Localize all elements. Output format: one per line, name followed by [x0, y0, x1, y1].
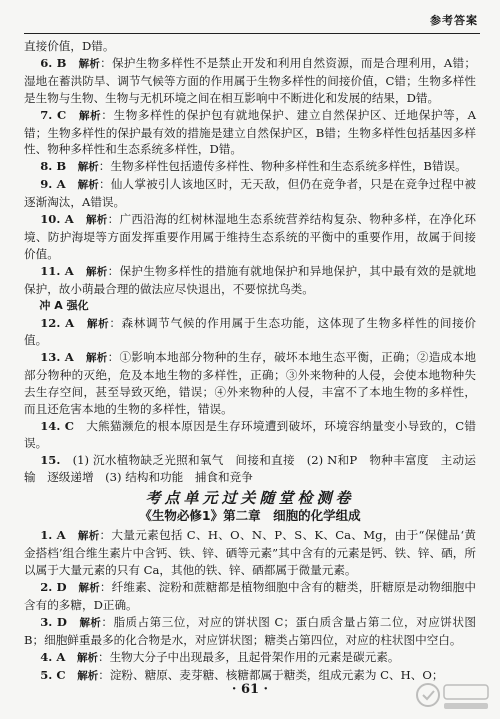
analysis-label: 解析	[76, 651, 98, 664]
answer-text: ：淀粉、糖原、麦芽糖、核糖都属于糖类，组成元素为 C、H、O；	[98, 667, 444, 682]
header-label: 参考答案	[430, 14, 478, 27]
answer-number: 3. D	[40, 614, 67, 629]
answer-number: 11. A	[40, 263, 74, 278]
answer-number: 4. A	[40, 649, 66, 664]
answer-number: 13. A	[40, 350, 74, 365]
answer-item	[24, 649, 476, 667]
analysis-label: 解析	[77, 161, 99, 174]
analysis-label: 解析	[78, 57, 101, 70]
answer-item	[24, 452, 476, 486]
answer-text: ：脂质占第三位，对应的饼状图 C；蛋白质含量占第二位，对应饼状图 B；细胞鲜重最多的化合物是水，对应饼状图；糖类占第四位，对应的柱状图中空白。	[24, 614, 476, 647]
answer-item	[24, 55, 476, 107]
answer-text: 大熊猫濒危的根本原因是生存环境遭到破坏，环境容纳量变小导致的，C错误。	[24, 418, 476, 450]
answer-text: ：生物多样性的保护包有就地保护、建立自然保护区、迁地保护等，A错；生物多样性的保护最有效的措施是建立自然保护区，B错；生物多样性包括基因多样性、物种多样性和生态系统多样性，D错。	[24, 107, 476, 157]
answer-item	[24, 349, 476, 418]
answer-text: ：生物多样性包括遗传多样性、物种多样性和生态系统多样性，B错误。	[98, 159, 467, 174]
paragraph: 直接价值，D错。	[24, 39, 115, 53]
header-rule	[24, 33, 480, 34]
section-title: 考点单元过关随堂检测卷	[145, 488, 355, 507]
chapter-title: 《生物必修1》第二章 细胞的化学组成	[139, 508, 361, 524]
answer-number: 1. A	[40, 528, 66, 543]
answer-item	[24, 418, 476, 452]
answer-number: 6. B	[40, 55, 67, 70]
answer-number: 8. B	[40, 159, 67, 174]
answer-text: ：大量元素包括 C、H、O、N、P、S、K、Ca、Mg，由于“保健品‘黄金搭档’组合维生素片中含钙、铁、锌、硒等元素”其中含有的元素是钙、铁、锌、硒，所以属于大量元素的只有 Ca，其他的铁、锌、硒都属于微量元素。	[24, 528, 476, 578]
analysis-label: 解析	[78, 582, 100, 595]
answer-number: 15.	[40, 452, 61, 467]
answer-text: ：广西沿海的红树林湿地生态系统营养结构复杂、物种多样，在净化环境、防护海堤等方面发挥重要作用属于维持生态系统的平衡中的重要作用，故属于间接价值。	[24, 212, 476, 261]
answer-content	[24, 38, 476, 685]
answer-number: 14. C	[40, 418, 74, 433]
analysis-label: 解析	[77, 179, 99, 192]
answer-number: 2. D	[40, 580, 67, 595]
answer-item	[24, 579, 476, 614]
subheading: 冲 A 强化	[39, 298, 89, 312]
answer-item	[24, 527, 476, 579]
answer-text: ：保护生物多样性的措施有就地保护和异地保护，其中最有效的是就地保护，故小萌最合理的做法应尽快退出，不要惊扰鸟类。	[24, 263, 476, 296]
answer-text: ：①影响本地部分物种的生存，破坏本地生态平衡，正确；②造成本地部分物种的灭绝，危及本地生物的多样性，正确；③外来物种的人侵，会使本地物种失去生存空间，甚至导致灭绝，错误；④外来物种的人侵，丰富不了本地生物的多样性，而且还危害本地的生物的多样性，错误。	[24, 350, 476, 417]
watermark-logo	[414, 679, 494, 715]
answer-number: 5. C	[40, 667, 66, 682]
answer-text: (1) 沉水植物缺乏光照和氧气 间接和直接 (2) N和P 物种丰富度 主动运输 逐级递增 (3) 结构和功能 捕食和竞争	[24, 452, 476, 484]
analysis-label: 解析	[79, 616, 102, 629]
analysis-label: 解析	[85, 352, 108, 365]
answer-item	[24, 263, 476, 298]
answer-number: 12. A	[40, 315, 75, 330]
page-number: · 61 ·	[231, 682, 269, 697]
answer-number: 7. C	[40, 107, 67, 122]
answer-number: 10. A	[40, 212, 74, 227]
analysis-label: 解析	[85, 265, 108, 278]
analysis-label: 解析	[77, 530, 100, 543]
answer-text: ：森林调节气候的作用属于生态功能，这体现了生物多样性的间接价值。	[24, 315, 476, 348]
analysis-label: 解析	[87, 317, 110, 330]
analysis-label: 解析	[77, 669, 99, 682]
answer-text: ：纤维素、淀粉和蔗糖都是植物细胞中含有的糖类，肝糖原是动物细胞中含有的多糖，D正确。	[24, 580, 476, 612]
answer-number: 9. A	[40, 177, 66, 192]
answer-item	[24, 158, 476, 176]
analysis-label: 解析	[85, 214, 108, 227]
answer-item	[24, 211, 476, 263]
answer-item	[24, 107, 476, 159]
answer-item	[24, 315, 476, 350]
answer-item	[24, 614, 476, 649]
analysis-label: 解析	[79, 109, 102, 122]
answer-text: ：生物大分子中出现最多，且起骨架作用的元素是碳元素。	[97, 649, 400, 664]
answer-text: ：仙人掌被引人该地区时，无天敌，但仍在竞争者，只是在竞争过程中被逐渐淘汰，A错误。	[24, 177, 476, 210]
answer-item	[24, 176, 476, 211]
answer-text: ：保护生物多样性不是禁止开发和利用自然资源，而是合理利用，A错；湿地在蓄洪防旱、调节气候等方面的作用属于生物多样性的间接价值，C错；生物多样性是生物与生物、生物与无机环境之间在相互影响中不断进化和发展的结果，D错。	[24, 55, 476, 105]
